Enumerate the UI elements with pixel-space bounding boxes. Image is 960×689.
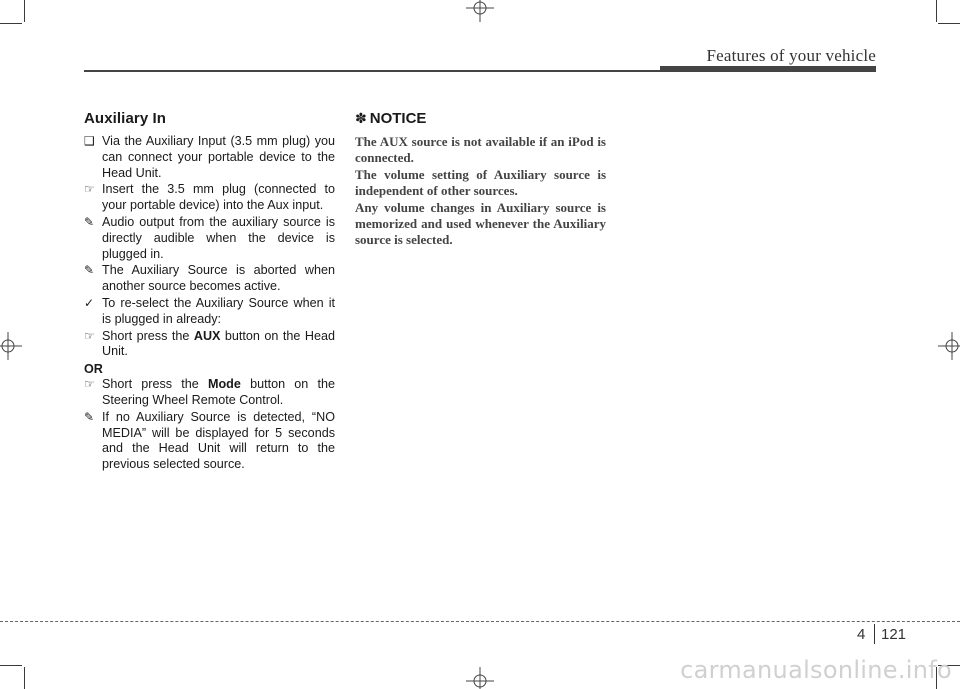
- notice-section: [355, 110, 606, 249]
- list-item: [84, 134, 335, 181]
- item-text: button on the Steering Wheel Remote Control.: [102, 377, 336, 407]
- registration-mark-right: [938, 332, 960, 360]
- item-text: To re-select the Auxiliary Source when it is plugged in already:: [102, 295, 335, 326]
- instruction-list: [84, 134, 335, 360]
- chapter-number: 4: [857, 626, 866, 643]
- checkbox-icon: ❑: [84, 134, 95, 148]
- pointing-hand-icon: ☞: [84, 377, 95, 392]
- notice-title-text: NOTICE: [369, 110, 427, 127]
- button-name: AUX: [193, 328, 221, 343]
- button-name: Mode: [208, 377, 241, 392]
- crop-mark: [938, 23, 960, 24]
- item-text: Audio output from the auxiliary source is directly audible when the device is plugged in.: [102, 214, 335, 261]
- crop-mark: [24, 667, 25, 689]
- item-text: Short press the: [102, 377, 208, 392]
- item-text: Short press the: [102, 328, 194, 343]
- checkmark-icon: ✓: [84, 295, 95, 310]
- pencil-icon: ✎: [84, 263, 95, 278]
- header-rule: [84, 70, 660, 72]
- list-item: [84, 215, 335, 262]
- pointing-hand-icon: ☞: [84, 328, 95, 343]
- notice-body: [355, 134, 606, 248]
- item-text: Insert the 3.5 mm plug (connected to your portable device) into the Aux input.: [102, 182, 335, 213]
- auxiliary-in-section: [84, 110, 335, 474]
- section-title: Auxiliary In: [84, 110, 167, 127]
- list-item: [84, 263, 335, 295]
- pointing-hand-icon: ☞: [84, 182, 95, 197]
- list-item: [84, 296, 335, 328]
- pencil-icon: ✎: [84, 409, 95, 424]
- list-item: [84, 410, 335, 473]
- section-header-title: Features of your vehicle: [706, 46, 876, 65]
- footer-rule: [0, 621, 960, 622]
- notice-paragraph: Any volume changes in Auxiliary source is memorized and used whenever the Auxiliary source is selected.: [355, 200, 606, 247]
- header-rule-accent: [660, 66, 876, 72]
- list-item: [84, 182, 335, 214]
- page-number: 121: [881, 626, 907, 643]
- notice-title: [355, 110, 606, 127]
- crop-mark: [0, 23, 22, 24]
- watermark: carmanualsonline.info: [680, 656, 952, 684]
- registration-mark-top: [466, 0, 494, 22]
- pencil-icon: ✎: [84, 214, 95, 229]
- item-text: button on the Head Unit.: [102, 328, 335, 359]
- notice-paragraph: The volume setting of Auxiliary source is independent of other sources.: [355, 167, 606, 198]
- item-text: If no Auxiliary Source is detected, “NO MEDIA” will be displayed for 5 seconds and the Head Unit will return to the previous selected source.: [102, 409, 335, 472]
- list-item: [84, 329, 335, 361]
- registration-mark-bottom: [466, 667, 494, 689]
- notice-paragraph: The AUX source is not available if an iPod is connected.: [355, 134, 606, 165]
- list-item: [84, 377, 335, 409]
- page-number-divider: [874, 624, 875, 644]
- registration-mark-left: [0, 332, 22, 360]
- crop-mark: [24, 0, 25, 22]
- item-text: Via the Auxiliary Input (3.5 mm plug) you can connect your portable device to the Head Unit.: [102, 134, 335, 180]
- item-text: The Auxiliary Source is aborted when another source becomes active.: [102, 263, 335, 294]
- or-separator: OR: [84, 362, 103, 377]
- crop-mark: [936, 0, 937, 22]
- crop-mark: [0, 665, 22, 666]
- asterisk-icon: ✽: [355, 110, 367, 127]
- instruction-list: [84, 377, 335, 473]
